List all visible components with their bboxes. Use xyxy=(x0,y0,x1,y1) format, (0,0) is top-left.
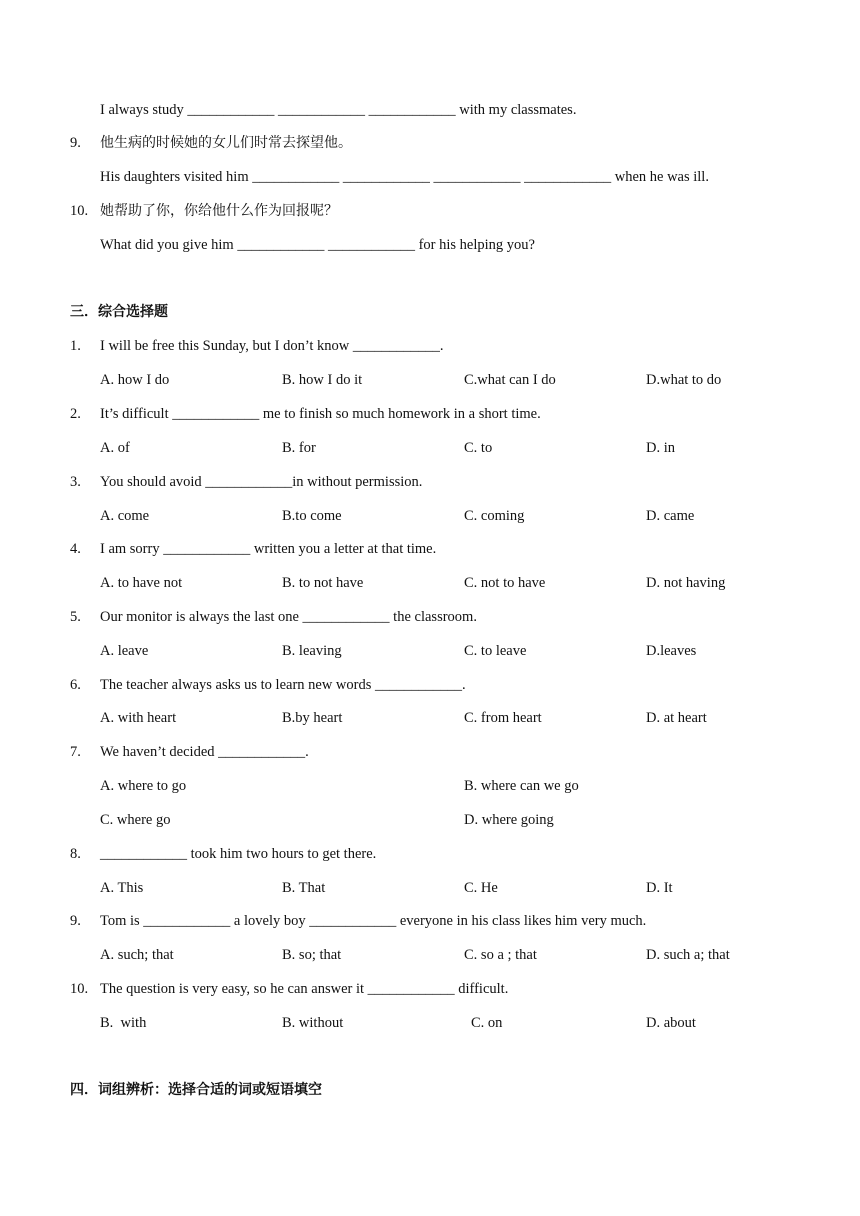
q9-number: 9. xyxy=(70,135,81,151)
option-b: B. to not have xyxy=(282,575,364,591)
option-d: D. such a; that xyxy=(646,947,730,963)
question-number: 1. xyxy=(70,338,81,354)
option-a: A. with heart xyxy=(100,710,177,726)
option-d: D. It xyxy=(646,880,673,896)
option-b: B.to come xyxy=(282,508,342,524)
question-text: It’s difficult ____________ me to finish so much homework in a short time. xyxy=(100,406,541,422)
option-d: D.what to do xyxy=(646,372,722,388)
option-a: A. This xyxy=(100,880,144,896)
question-number: 7. xyxy=(70,744,81,760)
option-b: B. without xyxy=(282,1015,344,1031)
question-number: 5. xyxy=(70,609,81,625)
option-c: C. from heart xyxy=(464,710,542,726)
question-text: ____________ took him two hours to get there. xyxy=(100,846,377,862)
option-b: B. leaving xyxy=(282,643,342,659)
option-c: C. where go xyxy=(100,812,171,828)
option-a: A. come xyxy=(100,508,150,524)
question-text: I will be free this Sunday, but I don’t know ____________. xyxy=(100,338,444,354)
option-b: B. how I do it xyxy=(282,372,363,388)
option-c: C. coming xyxy=(464,508,525,524)
option-a: A. how I do xyxy=(100,372,170,388)
question-number: 3. xyxy=(70,474,81,490)
q10-number: 10. xyxy=(70,203,89,219)
option-d: D. at heart xyxy=(646,710,707,726)
question-number: 2. xyxy=(70,406,81,422)
question-text: The question is very easy, so he can answer it ____________ difficult. xyxy=(100,981,509,997)
option-a: A. such; that xyxy=(100,947,174,963)
option-b: B. so; that xyxy=(282,947,342,963)
option-c: C. to xyxy=(464,440,493,456)
q9-english: His daughters visited him ____________ ____________ ____________ ____________ when he was ill. xyxy=(100,169,709,185)
question-text: I am sorry ____________ written you a letter at that time. xyxy=(100,541,437,557)
option-c: C. on xyxy=(471,1015,503,1031)
question-number: 4. xyxy=(70,541,81,557)
section4-title: 四．词组辨析：选择合适的词或短语填空 xyxy=(70,1082,322,1098)
option-c: C. He xyxy=(464,880,498,896)
option-d: D. in xyxy=(646,440,675,456)
q9-chinese: 他生病的时候她的女儿们时常去探望他。 xyxy=(100,135,352,151)
option-b: B. for xyxy=(282,440,316,456)
question-number: 9. xyxy=(70,913,81,929)
q8-answer-line: I always study ____________ ____________ ____________ with my classmates. xyxy=(100,102,577,118)
option-c: C. not to have xyxy=(464,575,546,591)
option-d: D. came xyxy=(646,508,695,524)
option-b: B.by heart xyxy=(282,710,343,726)
option-d: D. not having xyxy=(646,575,726,591)
option-d: D.leaves xyxy=(646,643,697,659)
option-a: A. where to go xyxy=(100,778,187,794)
section3-title: 三．综合选择题 xyxy=(70,304,168,320)
question-text: Our monitor is always the last one ____________ the classroom. xyxy=(100,609,477,625)
question-text: The teacher always asks us to learn new words ____________. xyxy=(100,677,466,693)
option-c: C.what can I do xyxy=(464,372,556,388)
option-a: A. leave xyxy=(100,643,149,659)
option-d: D. where going xyxy=(464,812,554,828)
option-b: B. That xyxy=(282,880,326,896)
q10-english: What did you give him ____________ ____________ for his helping you? xyxy=(100,237,535,253)
question-number: 10. xyxy=(70,981,89,997)
question-text: You should avoid ____________in without permission. xyxy=(100,474,423,490)
option-a: A. of xyxy=(100,440,130,456)
question-text: Tom is ____________ a lovely boy ____________ everyone in his class likes him very much. xyxy=(100,913,647,929)
option-a: B. with xyxy=(100,1015,147,1031)
option-b: B. where can we go xyxy=(464,778,579,794)
option-c: C. to leave xyxy=(464,643,527,659)
question-number: 8. xyxy=(70,846,81,862)
q10-chinese: 她帮助了你，你给他什么作为回报呢？ xyxy=(100,203,338,219)
option-d: D. about xyxy=(646,1015,696,1031)
question-text: We haven’t decided ____________. xyxy=(100,744,309,760)
option-c: C. so a ; that xyxy=(464,947,537,963)
question-number: 6. xyxy=(70,677,81,693)
option-a: A. to have not xyxy=(100,575,183,591)
